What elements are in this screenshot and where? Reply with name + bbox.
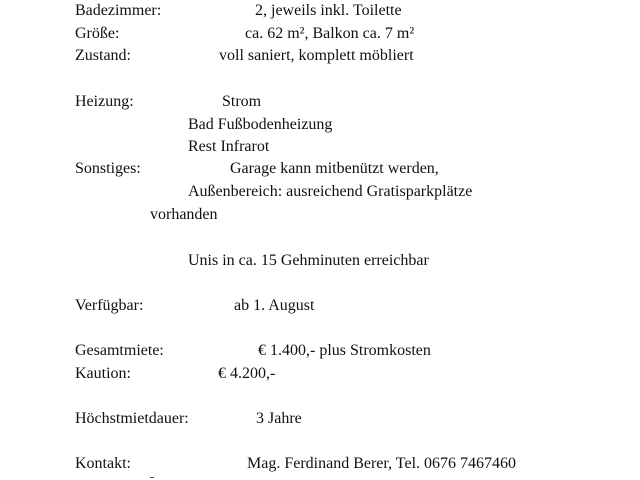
- label-verfuegbar: Verfügbar:: [75, 297, 144, 314]
- value-kaution: € 4.200,-: [218, 365, 276, 382]
- label-heizung: Heizung:: [75, 93, 134, 110]
- value-groesse: ca. 62 m², Balkon ca. 7 m²: [245, 25, 415, 42]
- value-heizung-line2: Bad Fußbodenheizung: [188, 116, 333, 133]
- value-sonstiges-line3: vorhanden: [150, 206, 218, 223]
- value-kontakt: Mag. Ferdinand Berer, Tel. 0676 7467460: [247, 455, 517, 472]
- label-kontakt: Kontakt:: [75, 455, 131, 472]
- value-gesamtmiete: € 1.400,- plus Stromkosten: [258, 342, 431, 359]
- value-sonstiges: Garage kann mitbenützt werden,: [230, 160, 439, 177]
- label-hoechstmietdauer: Höchstmietdauer:: [75, 410, 189, 427]
- value-heizung-line3: Rest Infrarot: [188, 138, 270, 155]
- label-zustand: Zustand:: [75, 47, 131, 64]
- label-sonstiges: Sonstiges:: [75, 160, 141, 177]
- unis-note: Unis in ca. 15 Gehminuten erreichbar: [188, 252, 429, 269]
- value-badezimmer: 2, jeweils inkl. Toilette: [255, 2, 402, 19]
- cutoff-link-line: [150, 470, 550, 480]
- label-gesamtmiete: Gesamtmiete:: [75, 342, 164, 359]
- value-zustand: voll saniert, komplett möbliert: [219, 47, 414, 64]
- value-verfuegbar: ab 1. August: [234, 297, 315, 314]
- label-groesse: Größe:: [75, 25, 120, 42]
- value-sonstiges-line2: Außenbereich: ausreichend Gratisparkplätze: [188, 183, 473, 200]
- label-kaution: Kaution:: [75, 365, 131, 382]
- value-heizung: Strom: [222, 93, 262, 110]
- value-hoechstmietdauer: 3 Jahre: [256, 410, 302, 427]
- label-badezimmer: Badezimmer:: [75, 2, 162, 19]
